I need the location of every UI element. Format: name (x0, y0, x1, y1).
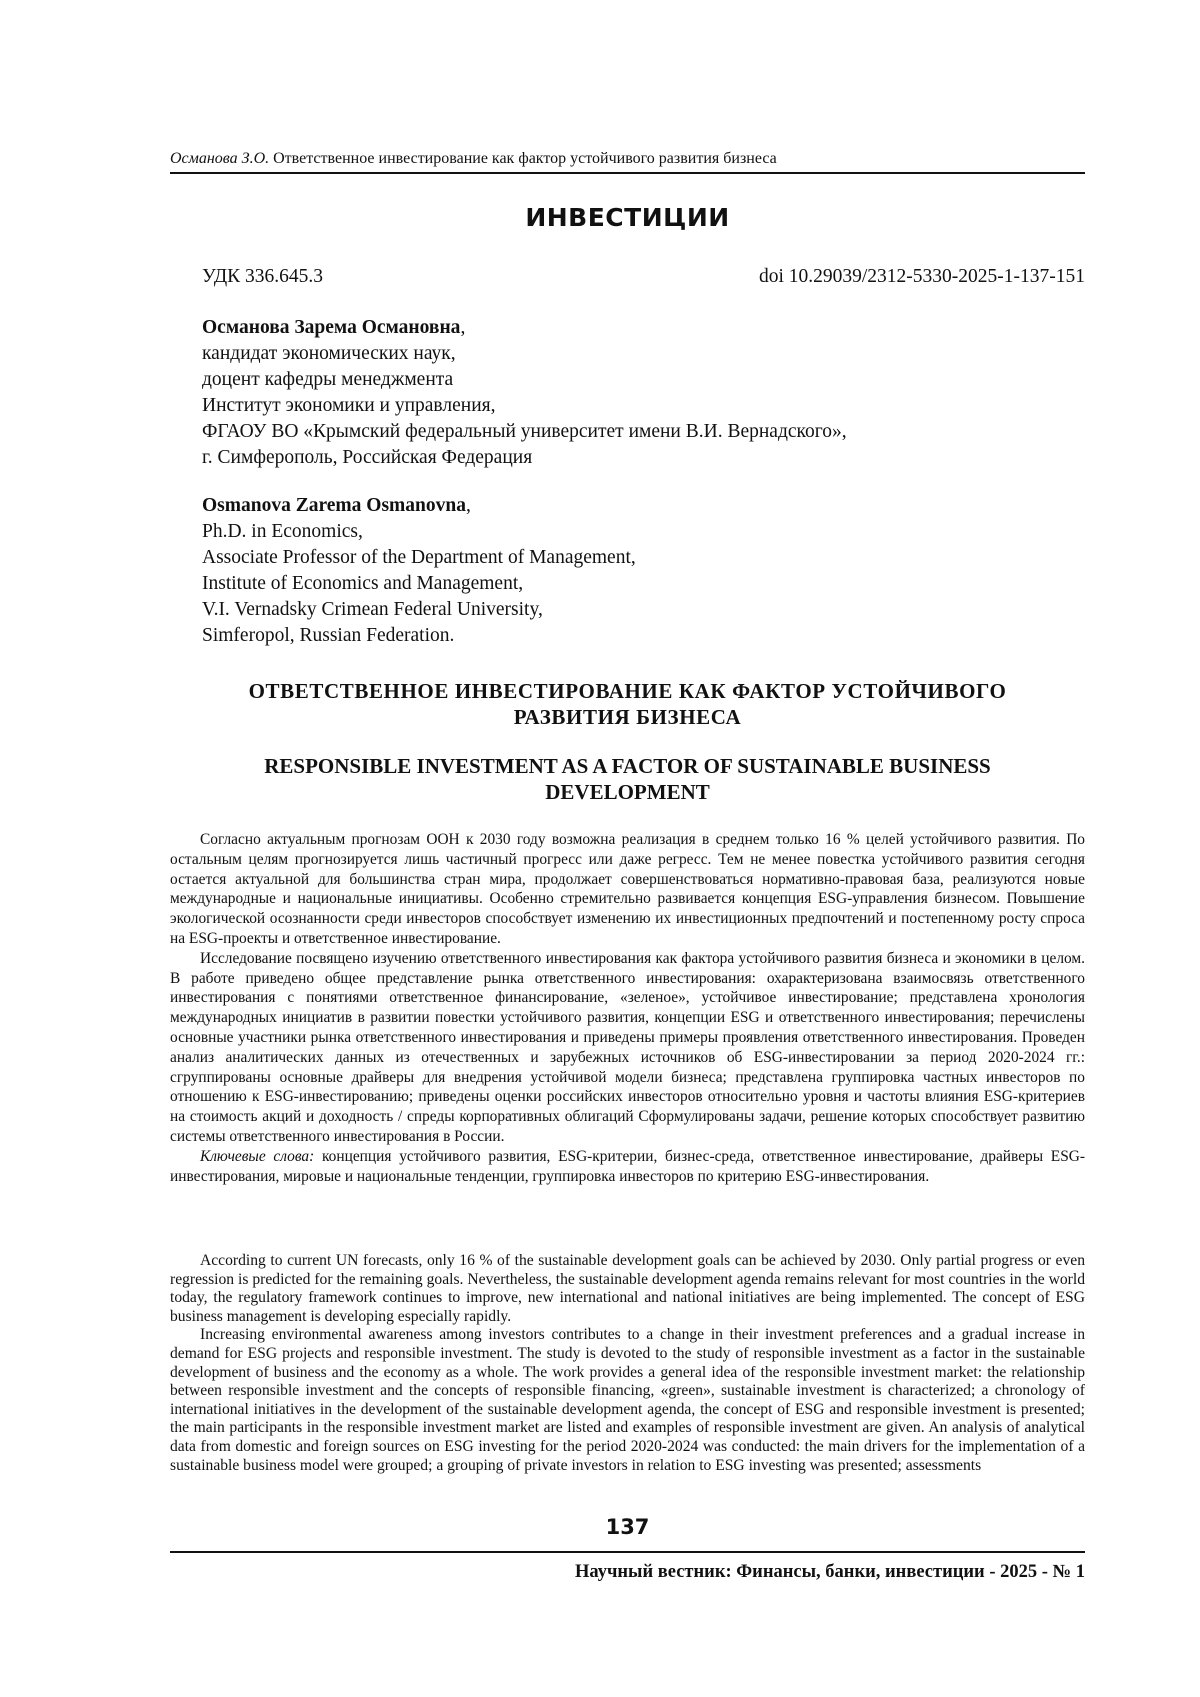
author-affiliation-line: кандидат экономических наук, (202, 343, 456, 364)
abstract-ru (170, 830, 1085, 1186)
article-title-en (170, 753, 1085, 805)
author-affiliation-line: ФГАОУ ВО «Крымский федеральный университет имени В.И. Вернадского», (202, 421, 847, 442)
title-line: РАЗВИТИЯ БИЗНЕСА (513, 705, 742, 729)
running-head-author: Османова З.О. (170, 150, 270, 167)
author-info-en: Osmanova Zarema Osmanovna, Ph.D. in Economics, Associate Professor of the Department of Management, Institute of Economics and Management, V.I. Vernadsky Crimean Federal University, Simferopol, Russian Federation. (202, 493, 636, 649)
page-number: 137 (605, 1515, 650, 1539)
footer-rule (170, 1551, 1085, 1553)
journal-footer: Научный вестник: Финансы, банки, инвестиции - 2025 - № 1 (575, 1562, 1085, 1582)
author-affiliation-line: V.I. Vernadsky Crimean Federal University, (202, 599, 543, 620)
author-affiliation-line: Simferopol, Russian Federation. (202, 625, 455, 646)
abstract-paragraph: According to current UN forecasts, only 16 % of the sustainable development goals can be achieved by 2030. Only partial progress or even regression is predicted for the remaining goals. Nevertheless, the sustainable development agenda remains relevant for most countries in the world today, the regulatory framework continues to improve, new international and national initiatives are being implemented. The concept of ESG business management is developing especially rapidly. (170, 1252, 1085, 1325)
abstract-paragraph: Согласно актуальным прогнозам ООН к 2030 году возможна реализация в среднем только 16 % целей устойчивого развития. По остальным целям прогнозируется лишь частичный прогресс или даже регресс. Тем не менее повестка устойчивого развития сегодня остается актуальной для большинства стран мира, продолжает совершенствоваться нормативно-правовая база, реализуются новые международные и национальные инициативы. Особенно стремительно развивается концепция ESG-управления бизнесом. Повышение экологической осознанности среди инвесторов способствует изменению их инвестиционных предпочтений и постепенному росту спроса на ESG-проекты и ответственное инвестирование. (170, 831, 1085, 947)
keywords-ru (170, 1147, 1085, 1187)
keywords-text: концепция устойчивого развития, ESG-критерии, бизнес-среда, ответственное инвестирование, драйверы ESG-инвестирования, мировые и национальные тенденции, группировка инвесторов по критерию ESG-инвестирования. (170, 1147, 1085, 1185)
doi: doi 10.29039/2312-5330-2025-1-137-151 (758, 266, 1085, 287)
article-meta (202, 266, 1085, 288)
author-affiliation-line: доцент кафедры менеджмента (202, 369, 454, 390)
title-line: RESPONSIBLE INVESTMENT AS A FACTOR OF SUSTAINABLE BUSINESS (264, 754, 991, 778)
running-head-title: Ответственное инвестирование как фактор устойчивого развития бизнеса (273, 150, 777, 167)
abstract-en (170, 1252, 1085, 1475)
abstract-paragraph: Исследование посвящено изучению ответственного инвестирования как фактора устойчивого развития бизнеса и экономики в целом. В работе приведено общее представление рынка ответственного инвестирования: охарактеризована взаимосвязь ответственного инвестирования с понятиями ответственное финансирование, «зеленое», устойчивое инвестирование; представлена хронология международных инициатив в развитии повестки устойчивого развития, концепции ESG и ответственного инвестирования; перечислены основные участники рынка ответственного инвестирования и приведены примеры проявления ответственного инвестирования. Проведен анализ аналитических данных из отечественных и зарубежных источников об ESG-инвестировании за период 2020-2024 гг.: сгруппированы основные драйверы для внедрения устойчивой модели бизнеса; представлена группировка частных инвесторов по отношению к ESG-инвестированию; приведены оценки российских инвесторов относительно уровня и частоты влияния ESG-критериев на стоимость акций и доходность / спреды корпоративных облигаций Сформулированы задачи, решение которых способствует развитию системы ответственного инвестирования в России. (170, 949, 1085, 1145)
author-name-en: Osmanova Zarema Osmanovna (202, 495, 466, 516)
article-title-ru (170, 678, 1085, 730)
author-affiliation-line: Associate Professor of the Department of Management, (202, 547, 636, 568)
author-info-ru: Османова Зарема Османовна, кандидат экономических наук, доцент кафедры менеджмента Институт экономики и управления, ФГАОУ ВО «Крымский федеральный университет имени В.И. Вернадского», г. Симферополь, Российская Федерация (202, 315, 847, 471)
keywords-label: Ключевые слова: (200, 1147, 315, 1165)
title-line: DEVELOPMENT (545, 780, 710, 804)
udc-code: УДК 336.645.3 (202, 266, 324, 287)
author-affiliation-line: Ph.D. in Economics, (202, 521, 363, 542)
author-affiliation-line: г. Симферополь, Российская Федерация (202, 447, 533, 468)
running-head (170, 150, 1085, 174)
author-affiliation-line: Институт экономики и управления, (202, 395, 496, 416)
section-heading: ИНВЕСТИЦИИ (525, 203, 730, 232)
author-affiliation-line: Institute of Economics and Management, (202, 573, 524, 594)
title-line: ОТВЕТСТВЕННОЕ ИНВЕСТИРОВАНИЕ КАК ФАКТОР УСТОЙЧИВОГО (248, 679, 1007, 703)
abstract-paragraph: Increasing environmental awareness among investors contributes to a change in their investment preferences and a gradual increase in demand for ESG projects and responsible investment. The study is devoted to the study of responsible investment as a factor in the sustainable development of business and the economy as a whole. The work provides a general idea of the responsible investment market: the relationship between responsible investment and the concepts of responsible financing, «green», sustainable investment is characterized; a chronology of international initiatives in the development of the sustainable development agenda, the concept of ESG and responsible investment is presented; the main participants in the responsible investment market are listed and examples of responsible investment are given. An analysis of analytical data from domestic and foreign sources on ESG investing for the period 2020-2024 was conducted: the main drivers for the implementation of a sustainable business model were grouped; a grouping of private investors in relation to ESG investing was presented; assessments (170, 1326, 1085, 1474)
author-name-ru: Османова Зарема Османовна (202, 317, 461, 338)
